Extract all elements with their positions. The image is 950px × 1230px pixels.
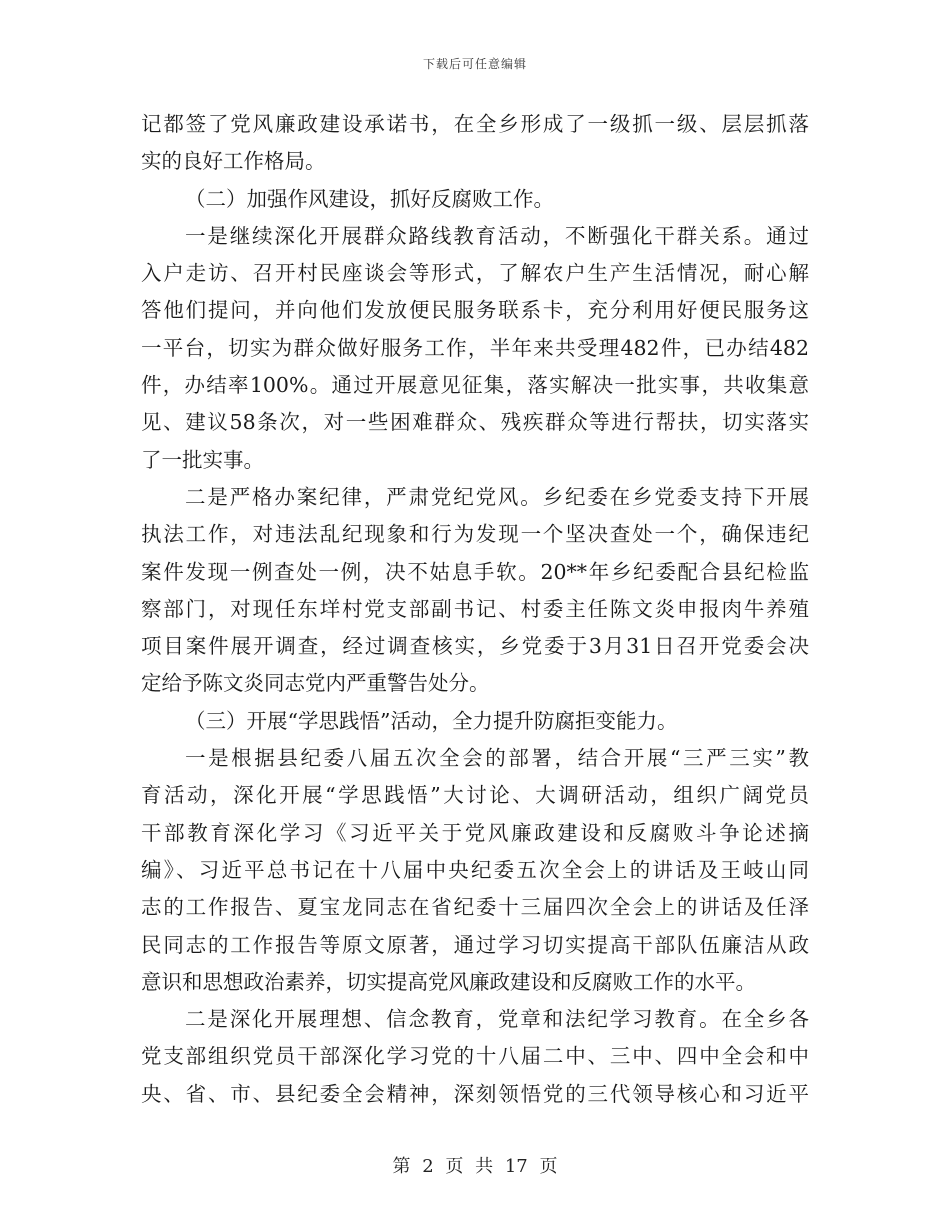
text-line: 二是深化开展理想、信念教育，党章和法纪学习教育。在全乡各 (185, 1007, 809, 1032)
text-line: 答他们提问，并向他们发放便民服务联系卡，充分利用好便民服务这 (141, 298, 809, 323)
text-line: 了一批实事。 (141, 447, 264, 472)
text-line: 件，办结率100%。通过开展意见征集，落实解决一批实事，共收集意 (141, 373, 809, 398)
text-line: 入户走访、召开村民座谈会等形式，了解农户生产生活情况，耐心解 (141, 261, 809, 286)
text-line: 实的良好工作格局。 (141, 149, 326, 174)
text-line: 民同志的工作报告等原文原著，通过学习切实提高干部队伍廉洁从政 (141, 932, 809, 957)
text-line: 党支部组织党员干部深化学习党的十八届二中、三中、四中全会和中 (141, 1044, 809, 1069)
text-line: 志的工作报告、夏宝龙同志在省纪委十三届四次全会上的讲话及任泽 (141, 895, 809, 920)
text-line: 编》、习近平总书记在十八届中央纪委五次全会上的讲话及王岐山同 (141, 857, 809, 882)
text-line: 见、建议58条次，对一些困难群众、残疾群众等进行帮扶，切实落实 (141, 410, 809, 435)
text-line: 育活动，深化开展“学思践悟”大讨论、大调研活动，组织广阔党员 (141, 783, 809, 808)
text-line: 执法工作，对违法乱纪现象和行为发现一个坚决查处一个，确保违纪 (141, 522, 809, 547)
text-line: 一是根据县纪委八届五次全会的部署，结合开展“三严三实”教 (185, 746, 809, 771)
text-line: 意识和思想政治素养，切实提高党风廉政建设和反腐败工作的水平。 (141, 969, 756, 994)
page-number: 第 2 页 共 17 页 (392, 1156, 558, 1177)
text-line: 记都签了党风廉政建设承诺书，在全乡形成了一级抓一级、层层抓落 (141, 112, 809, 136)
text-line: 一是继续深化开展群众路线教育活动，不断强化干群关系。通过 (185, 223, 809, 248)
document-body (141, 106, 809, 1113)
text-line: （三）开展“学思践悟”活动，全力提升防腐拒变能力。 (185, 708, 678, 733)
text-line: 二是严格办案纪律，严肃党纪党风。乡纪委在乡党委支持下开展 (185, 484, 809, 509)
text-line: 察部门，对现任东垟村党支部副书记、村委主任陈文炎申报肉牛养殖 (141, 596, 809, 621)
text-line: （二）加强作风建设，抓好反腐败工作。 (185, 186, 554, 211)
text-line: 项目案件展开调查，经过调查核实，乡党委于3月31日召开党委会决 (141, 634, 809, 659)
text-line: 干部教育深化学习《习近平关于党风廉政建设和反腐败斗争论述摘 (141, 820, 809, 845)
text-line: 案件发现一例查处一例，决不姑息手软。20**年乡纪委配合县纪检监 (141, 559, 809, 584)
page-header: 下载后可任意编辑 (422, 57, 527, 71)
text-line: 定给予陈文炎同志党内严重警告处分。 (141, 671, 490, 696)
text-line: 一平台，切实为群众做好服务工作，半年来共受理482件，已办结482 (141, 335, 809, 360)
text-line: 央、省、市、县纪委全会精神，深刻领悟党的三代领导核心和习近平 (141, 1081, 809, 1106)
